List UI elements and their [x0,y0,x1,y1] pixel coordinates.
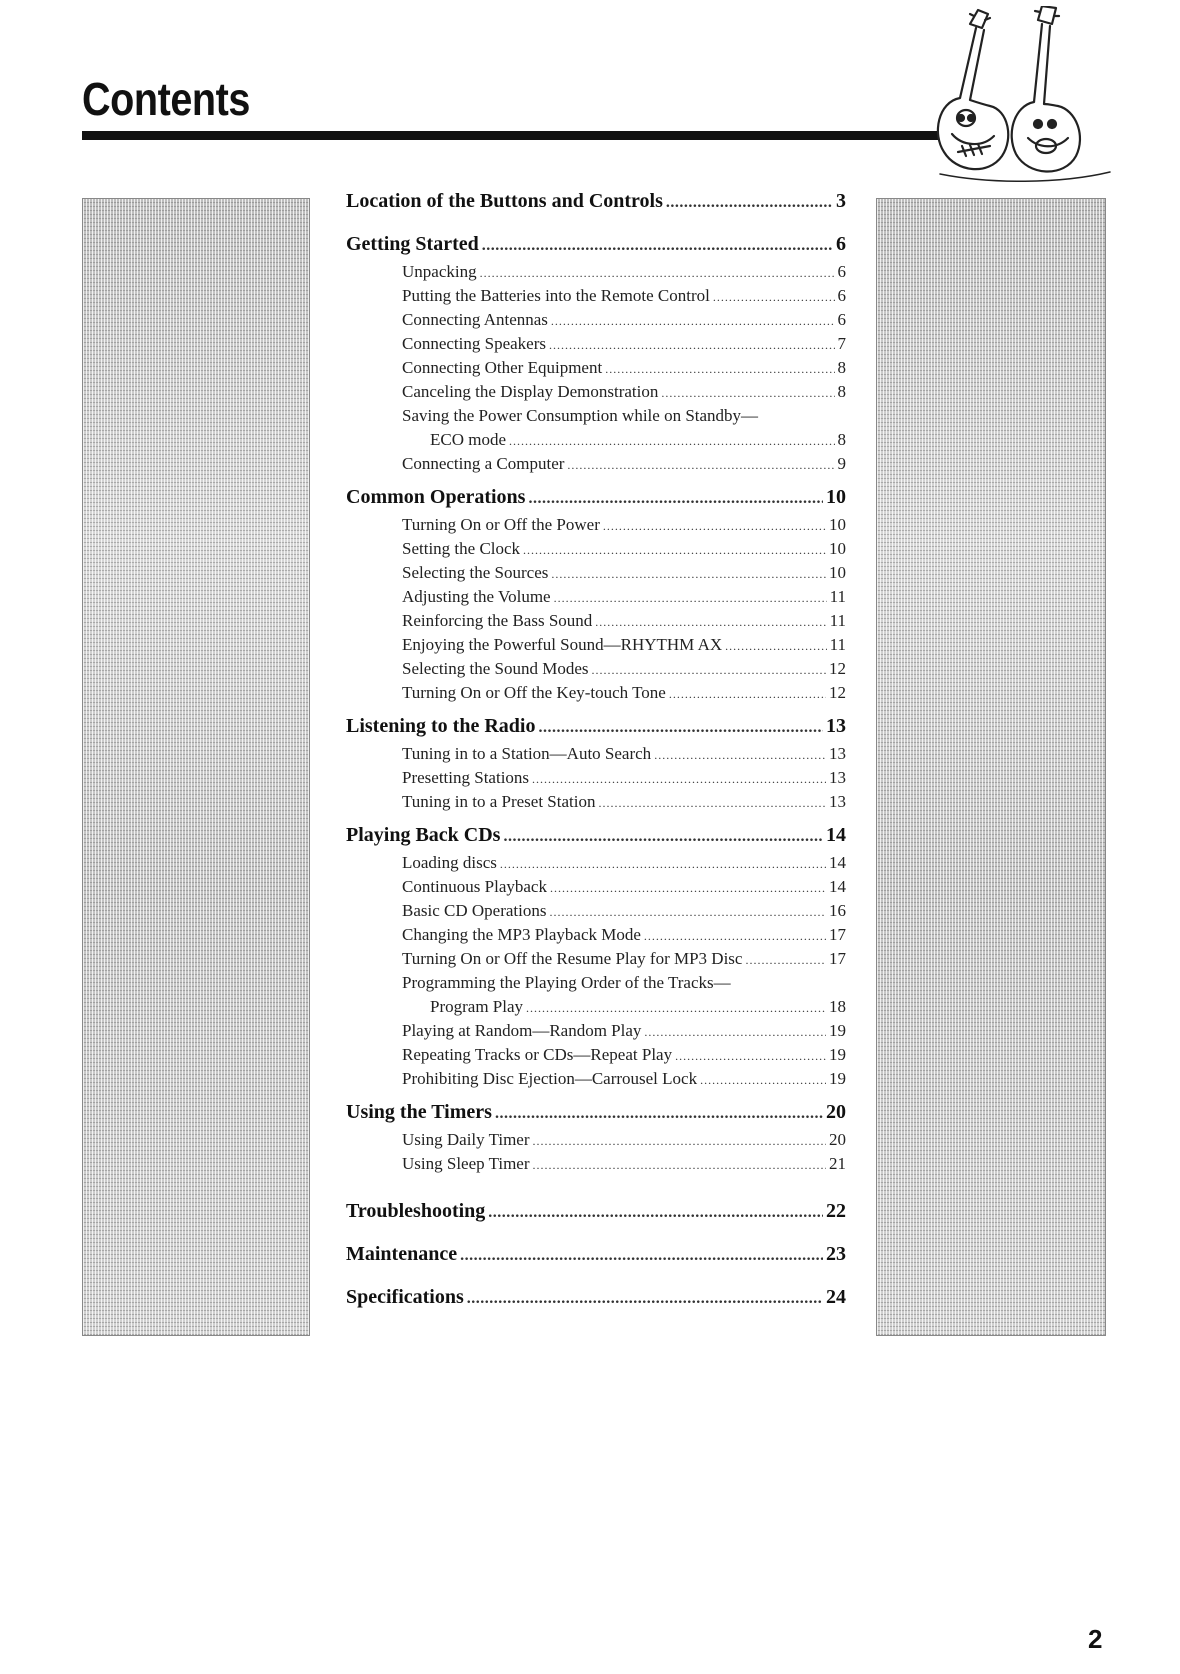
dot-leader [482,237,833,255]
toc-section-common-operations [346,486,846,707]
toc-entry[interactable] [346,454,846,478]
entry-page: 10 [829,563,846,582]
toc-entry[interactable] [346,382,846,406]
dot-leader [532,772,826,787]
dot-leader [598,796,826,811]
toc-entry-first-line[interactable]: Programming the Playing Order of the Tracks— [402,973,731,992]
dot-leader [528,490,823,508]
dot-leader [644,1025,826,1040]
toc-section-heading[interactable] [346,486,846,515]
entry-page: 8 [837,430,846,449]
dot-leader [554,591,827,606]
dot-leader [503,828,823,846]
section-page: 13 [826,715,846,737]
dot-leader [592,663,826,678]
toc-entry[interactable] [346,768,846,792]
dot-leader [745,953,826,968]
toc-entry[interactable] [346,539,846,563]
entry-page: 13 [829,744,846,763]
toc-entry[interactable] [346,683,846,707]
entry-page: 8 [837,358,846,377]
toc-section-heading[interactable] [346,1200,846,1229]
table-of-contents [346,190,846,1315]
dot-leader [700,1073,826,1088]
section-page: 24 [826,1286,846,1308]
toc-section-location [346,190,846,219]
section-title: Maintenance [346,1243,458,1265]
toc-section-heading[interactable] [346,190,846,219]
dot-leader [661,386,834,401]
toc-entry[interactable] [346,792,846,816]
dot-leader [538,719,823,737]
entry-page: 6 [837,310,846,329]
toc-entry[interactable] [346,262,846,286]
entry-page: 6 [837,262,846,281]
dot-leader [460,1247,823,1265]
toc-entry[interactable] [346,853,846,877]
toc-entry[interactable] [346,901,846,925]
dot-leader [654,748,826,763]
entry-page: 16 [829,901,846,920]
toc-section-specifications [346,1286,846,1315]
toc-entry[interactable] [346,358,846,382]
entry-label: Turning On or Off the Resume Play for MP3 Disc [402,949,743,968]
entry-page: 7 [837,334,846,353]
section-page: 23 [826,1243,846,1265]
entry-label: Playing at Random—Random Play [402,1021,642,1040]
dot-leader [533,1134,826,1149]
section-page: 6 [836,233,846,255]
dot-leader [567,458,834,473]
entry-page: 11 [829,635,846,654]
toc-entry[interactable] [346,1045,846,1069]
dot-leader [551,567,826,582]
dot-leader [725,639,826,654]
toc-section-timers [346,1101,846,1178]
entry-page: 11 [829,587,846,606]
entry-page: 12 [829,659,846,678]
entry-label: Using Daily Timer [402,1130,530,1149]
dot-leader [549,905,826,920]
dot-leader [500,857,826,872]
dot-leader [533,1158,826,1173]
toc-entry[interactable] [346,334,846,358]
toc-section-heading[interactable] [346,1286,846,1315]
section-title: Listening to the Radio [346,715,536,737]
toc-entry[interactable] [346,310,846,334]
entry-label: Enjoying the Powerful Sound—RHYTHM AX [402,635,723,654]
dot-leader [595,615,826,630]
dot-leader [480,266,835,281]
entry-label: Reinforcing the Bass Sound [402,611,593,630]
dot-leader [713,290,835,305]
toc-entry-first-line[interactable]: Saving the Power Consumption while on Standby— [402,406,759,425]
section-page: 14 [826,824,846,846]
section-page: 3 [836,190,846,212]
dot-leader [523,543,826,558]
entry-page: 9 [837,454,846,473]
toc-section-troubleshooting [346,1200,846,1229]
entry-page: 20 [829,1130,846,1149]
entry-label: Program Play [430,997,524,1016]
entry-page: 21 [829,1154,846,1173]
toc-section-maintenance [346,1243,846,1272]
dot-leader [488,1204,823,1222]
dot-leader [669,687,826,702]
entry-label: Connecting a Computer [402,454,565,473]
entry-label: Putting the Batteries into the Remote Control [402,286,710,305]
toc-entry[interactable] [346,1021,846,1045]
section-title: Troubleshooting [346,1200,486,1222]
dot-leader [666,194,833,212]
section-title: Common Operations [346,486,526,508]
entry-label: Loading discs [402,853,497,872]
toc-entry[interactable] [346,744,846,768]
section-page: 20 [826,1101,846,1123]
entry-page: 6 [837,286,846,305]
dot-leader [605,362,834,377]
entry-label: Canceling the Display Demonstration [402,382,659,401]
entry-label: Prohibiting Disc Ejection—Carrousel Lock [402,1069,698,1088]
dot-leader [495,1105,823,1123]
toc-section-heading[interactable] [346,1101,846,1130]
toc-subentries [346,853,846,1093]
entry-label: Repeating Tracks or CDs—Repeat Play [402,1045,673,1064]
toc-entry[interactable] [346,1130,846,1154]
toc-entry[interactable] [346,286,846,310]
toc-entry[interactable] [346,563,846,587]
entry-page: 19 [829,1045,846,1064]
dot-leader [509,434,834,449]
entry-page: 11 [829,611,846,630]
entry-page: 14 [829,877,846,896]
toc-entry[interactable] [346,925,846,949]
toc-entry[interactable] [346,949,846,973]
entry-page: 13 [829,792,846,811]
title-rule [82,131,942,140]
entry-label: ECO mode [430,430,507,449]
toc-subentries [346,262,846,478]
toc-section-heading[interactable] [346,1243,846,1272]
toc-section-heading[interactable] [346,715,846,744]
toc-entry[interactable] [346,635,846,659]
dot-leader [551,314,835,329]
toc-entry[interactable] [346,1154,846,1178]
decorative-side-panel-left [82,198,310,1336]
entry-label: Basic CD Operations [402,901,547,920]
entry-page: 10 [829,539,846,558]
entry-label: Turning On or Off the Power [402,515,600,534]
dot-leader [675,1049,826,1064]
entry-label: Tuning in to a Preset Station [402,792,596,811]
toc-entry[interactable] [346,515,846,539]
entry-label: Connecting Speakers [402,334,546,353]
toc-entry[interactable] [346,1069,846,1093]
entry-label: Turning On or Off the Key-touch Tone [402,683,666,702]
toc-section-getting-started [346,233,846,478]
dot-leader [549,338,835,353]
toc-entry-continuation[interactable] [346,430,846,454]
page-title: Contents [82,73,250,125]
entry-page: 19 [829,1021,846,1040]
dot-leader [526,1001,826,1016]
entry-page: 19 [829,1069,846,1088]
toc-section-playing-cds [346,824,846,1093]
page-number: 2 [1088,1624,1103,1654]
entry-label: Connecting Other Equipment [402,358,603,377]
entry-page: 10 [829,515,846,534]
section-title: Getting Started [346,233,479,255]
ukulele-characters-illustration [930,6,1120,186]
dot-leader [550,881,826,896]
entry-label: Selecting the Sound Modes [402,659,589,678]
entry-page: 12 [829,683,846,702]
toc-entry[interactable] [346,877,846,901]
toc-subentries [346,1130,846,1178]
entry-label: Unpacking [402,262,477,281]
toc-entry-continuation[interactable] [346,997,846,1021]
entry-label: Setting the Clock [402,539,521,558]
toc-entry[interactable] [346,611,846,635]
decorative-side-panel-right [876,198,1106,1336]
section-title: Using the Timers [346,1101,492,1123]
entry-page: 13 [829,768,846,787]
toc-section-radio [346,715,846,816]
dot-leader [603,519,826,534]
entry-page: 14 [829,853,846,872]
toc-subentries [346,744,846,816]
entry-label: Changing the MP3 Playback Mode [402,925,641,944]
entry-label: Adjusting the Volume [402,587,551,606]
section-page: 22 [826,1200,846,1222]
entry-page: 17 [829,949,846,968]
entry-page: 18 [829,997,846,1016]
toc-section-heading[interactable] [346,824,846,853]
entry-label: Tuning in to a Station—Auto Search [402,744,652,763]
entry-label: Selecting the Sources [402,563,549,582]
section-title: Location of the Buttons and Controls [346,190,663,212]
dot-leader [644,929,826,944]
section-page: 10 [826,486,846,508]
toc-section-heading[interactable] [346,233,846,262]
toc-entry[interactable] [346,587,846,611]
dot-leader [467,1290,823,1308]
entry-label: Presetting Stations [402,768,530,787]
entry-label: Connecting Antennas [402,310,548,329]
toc-subentries [346,515,846,707]
section-title: Playing Back CDs [346,824,501,846]
entry-page: 17 [829,925,846,944]
section-title: Specifications [346,1286,464,1308]
entry-label: Using Sleep Timer [402,1154,530,1173]
toc-entry[interactable] [346,659,846,683]
entry-label: Continuous Playback [402,877,547,896]
entry-page: 8 [837,382,846,401]
